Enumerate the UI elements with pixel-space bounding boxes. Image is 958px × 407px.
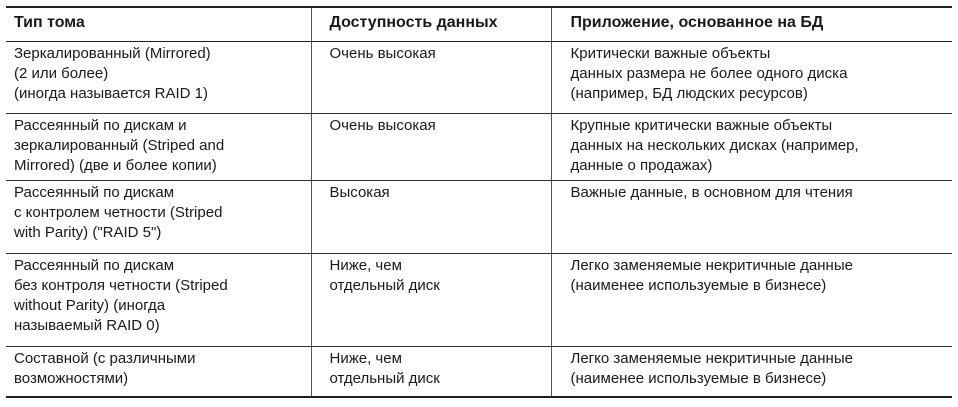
cell-availability: Ниже, чем отдельный диск — [311, 254, 551, 347]
cell-volume-type: Рассеянный по дискам без контроля четности (Striped without Parity) (иногда называемый RAID 0) — [6, 254, 311, 347]
cell-volume-type: Рассеянный по дискам и зеркалированный (Striped and Mirrored) (две и более копии) — [6, 114, 311, 181]
cell-volume-type: Составной (с различными возможностями) — [6, 347, 311, 397]
cell-application: Легко заменяемые некритичные данные (наименее используемые в бизнесе) — [551, 254, 952, 347]
cell-availability: Очень высокая — [311, 42, 551, 114]
table-row — [6, 347, 952, 397]
table-row — [6, 114, 952, 181]
table-row — [6, 181, 952, 254]
cell-volume-type: Зеркалированный (Mirrored) (2 или более) (иногда называется RAID 1) — [6, 42, 311, 114]
cell-application: Крупные критически важные объекты данных на нескольких дисках (например, данные о продажах) — [551, 114, 952, 181]
cell-availability: Высокая — [311, 181, 551, 254]
cell-volume-type: Рассеянный по дискам с контролем четности (Striped with Parity) ("RAID 5") — [6, 181, 311, 254]
cell-availability: Ниже, чем отдельный диск — [311, 347, 551, 397]
volume-types-table-container — [6, 6, 952, 398]
header-db-application: Приложение, основанное на БД — [551, 7, 952, 42]
table-header-row — [6, 7, 952, 42]
volume-types-table — [6, 6, 952, 398]
header-data-availability: Доступность данных — [311, 7, 551, 42]
cell-application: Легко заменяемые некритичные данные (наименее используемые в бизнесе) — [551, 347, 952, 397]
header-volume-type: Тип тома — [6, 7, 311, 42]
cell-application: Важные данные, в основном для чтения — [551, 181, 952, 254]
table-row — [6, 42, 952, 114]
cell-application: Критически важные объекты данных размера не более одного диска (например, БД людских ресурсов) — [551, 42, 952, 114]
cell-availability: Очень высокая — [311, 114, 551, 181]
table-row — [6, 254, 952, 347]
